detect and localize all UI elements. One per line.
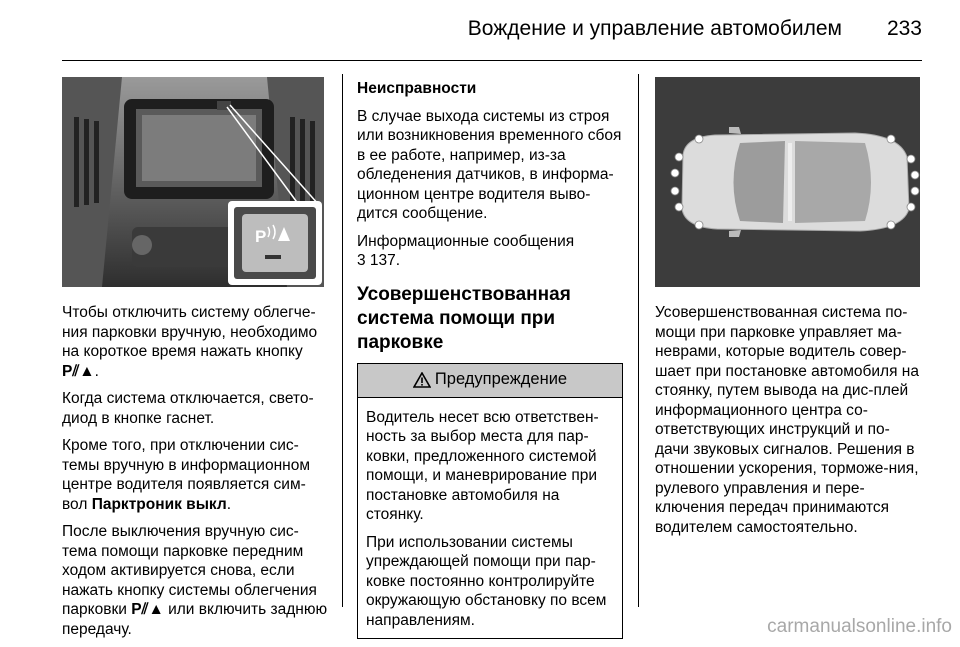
warning-title: Предупреждение	[434, 370, 568, 389]
column-1	[62, 303, 328, 647]
paragraph: Когда система отключается, свето-диод в кнопке гаснет.	[62, 390, 314, 427]
paragraph: Усовершенствованная система по-мощи при парковке управляет ма-неврами, которые водитель совер-шает при постановке автомобиля на стоянку, путем вывода на дис-плей информационного центра со-ответствующих инструкций и по-дачи звуковых сигналов. Решения в отношении ускорения, торможе-ния, рулевого управления и пере-ключения передач принимаются водителем самостоятельно.	[655, 304, 919, 536]
page-reference: 3 137.	[357, 252, 401, 269]
subheading: Неисправности	[357, 80, 477, 97]
column-3	[655, 303, 923, 545]
svg-text:P: P	[255, 227, 267, 246]
section-heading: Усовершенствованная система помощи при парковке	[357, 283, 571, 353]
paragraph: Водитель несет всю ответствен-ность за выбор места для пар-ковки, предложенного системой помощи, и маневрирование при постановке автомобиля на стоянку.	[366, 408, 599, 523]
paragraph: В случае выхода системы из строя или возникновения временного сбоя в ее работе, например, из-за обледенения датчиков, в информа-ционном центре водителя выво-дится сообщение.	[357, 107, 622, 222]
parking-assist-icon: P⫽▲	[62, 362, 95, 380]
warning-box	[357, 363, 623, 640]
warning-header	[358, 364, 622, 398]
page-number: 233	[886, 17, 922, 40]
paragraph: Кроме того, при отключении сис-темы вручную в информационном центре водителя появляется сим-вол Парктроник выкл.	[62, 437, 310, 513]
parking-assist-icon: P⫽▲	[131, 601, 164, 618]
paragraph: Чтобы отключить систему облегче-ния парковки вручную, необходимо на короткое время нажать кнопку P⫽▲.	[62, 304, 318, 380]
watermark: carmanualsonline.info	[767, 616, 952, 637]
dashboard-photo	[62, 77, 324, 287]
bold-term: Парктроник выкл	[91, 495, 227, 513]
car-top-view-illustration	[655, 77, 920, 287]
column-2	[357, 79, 623, 639]
paragraph: После выключения вручную сис-тема помощи парковке передним ходом активируется снова, если нажать кнопку системы облегчения парковки P⫽▲ или включить заднюю передачу.	[62, 523, 328, 638]
dashboard-illustration	[62, 77, 324, 287]
paragraph: При использовании системы упреждающей помощи при пар-ковке постоянно контролируйте окружающую обстановку по всем направлениям.	[366, 533, 607, 629]
page-header	[62, 0, 922, 61]
column-divider	[638, 74, 639, 607]
column-divider	[342, 74, 343, 607]
car-illustration	[655, 77, 920, 287]
warning-triangle-icon	[413, 372, 431, 388]
paragraph: Информационные сообщения 3 137.	[357, 232, 575, 269]
warning-body	[358, 398, 622, 639]
header-title: Вождение и управление автомобилем	[467, 17, 842, 40]
